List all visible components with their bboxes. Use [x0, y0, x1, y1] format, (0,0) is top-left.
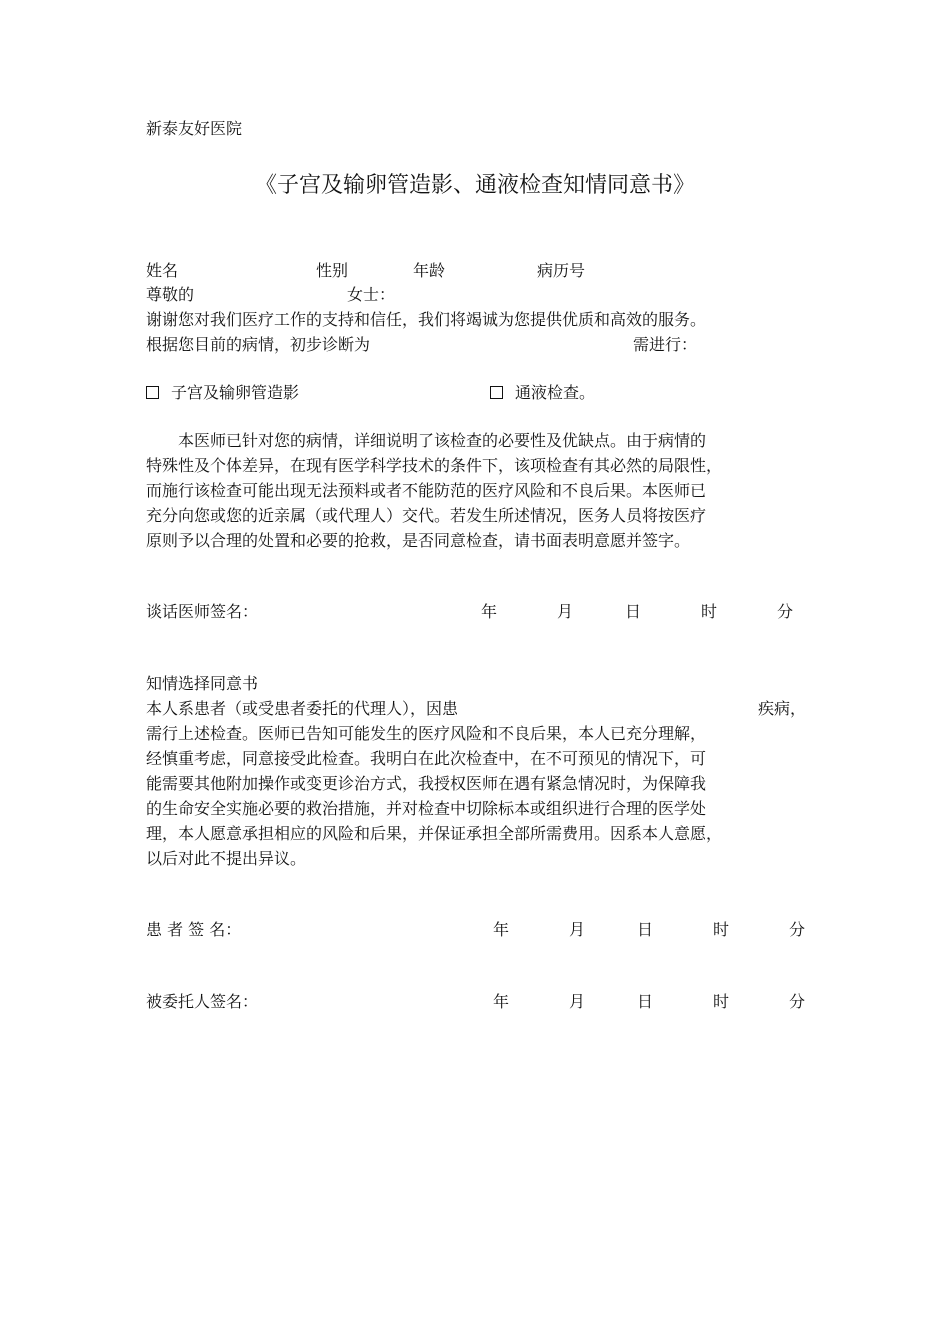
consent-line: 本人系患者（或受患者委托的代理人），因患 — [146, 699, 459, 718]
option-hsg-label: 子宫及输卵管造影 — [171, 383, 300, 402]
salutation-prefix: 尊敬的 — [146, 285, 195, 304]
option-hydrotubation[interactable] — [490, 381, 595, 405]
age-label: 年龄 — [413, 261, 446, 280]
name-label: 姓名 — [146, 261, 179, 280]
proxy-year-label: 年 — [493, 992, 510, 1011]
consent-line: 理，本人愿意承担相应的风险和后果，并保证承担全部所需费用。因系本人意愿， — [146, 824, 723, 843]
need-label: 需进行： — [633, 335, 698, 354]
salutation-suffix: 女士： — [347, 285, 396, 304]
explanation-line: 而施行该检查可能出现无法预料或者不能防范的医疗风险和不良后果。本医师已 — [146, 481, 707, 500]
doctor-year-label: 年 — [481, 602, 498, 621]
patient-signature-label: 患 者 签 名： — [146, 920, 242, 939]
record-number-label: 病历号 — [537, 261, 586, 280]
patient-month-label: 月 — [569, 920, 586, 939]
proxy-day-label: 日 — [637, 992, 654, 1011]
proxy-minute-label: 分 — [789, 992, 806, 1011]
patient-hour-label: 时 — [713, 920, 730, 939]
proxy-signature-label: 被委托人签名： — [146, 992, 259, 1011]
consent-line: 需行上述检查。医师已告知可能发生的医疗风险和不良后果，本人已充分理解， — [146, 724, 707, 743]
doctor-month-label: 月 — [557, 602, 574, 621]
doctor-day-label: 日 — [625, 602, 642, 621]
consent-line: 以后对此不提出异议。 — [146, 849, 307, 868]
explanation-line: 原则予以合理的处置和必要的抢救，是否同意检查，请书面表明意愿并签字。 — [146, 531, 691, 550]
explanation-line: 本医师已针对您的病情，详细说明了该检查的必要性及优缺点。由于病情的 — [178, 431, 707, 450]
doctor-signature-label: 谈话医师签名： — [146, 602, 259, 621]
hospital-name: 新泰友好医院 — [146, 119, 243, 138]
proxy-hour-label: 时 — [713, 992, 730, 1011]
consent-heading: 知情选择同意书 — [146, 674, 259, 693]
explanation-line: 特殊性及个体差异，在现有医学科学技术的条件下，该项检查有其必然的局限性， — [146, 456, 723, 475]
consent-line: 的生命安全实施必要的救治措施，并对检查中切除标本或组织进行合理的医学处 — [146, 799, 707, 818]
diagnosis-label: 根据您目前的病情，初步诊断为 — [146, 335, 371, 354]
doctor-hour-label: 时 — [701, 602, 718, 621]
patient-year-label: 年 — [493, 920, 510, 939]
option-hsg[interactable] — [146, 381, 299, 405]
document-title: 《子宫及输卵管造影、通液检查知情同意书》 — [254, 173, 695, 198]
consent-line: 能需要其他附加操作或变更诊治方式，我授权医师在遇有紧急情况时，为保障我 — [146, 774, 707, 793]
option-hydrotubation-label: 通液检查。 — [515, 383, 596, 402]
checkbox-hsg[interactable] — [146, 386, 159, 399]
consent-line: 经慎重考虑，同意接受此检查。我明白在此次检查中，在不可预见的情况下，可 — [146, 749, 707, 768]
proxy-month-label: 月 — [569, 992, 586, 1011]
thanks-text: 谢谢您对我们医疗工作的支持和信任，我们将竭诚为您提供优质和高效的服务。 — [146, 310, 707, 329]
checkbox-hydrotubation[interactable] — [490, 386, 503, 399]
doctor-minute-label: 分 — [777, 602, 794, 621]
explanation-line: 充分向您或您的近亲属（或代理人）交代。若发生所述情况，医务人员将按医疗 — [146, 506, 707, 525]
consent-line-suffix: 疾病， — [758, 699, 807, 718]
patient-minute-label: 分 — [789, 920, 806, 939]
patient-day-label: 日 — [637, 920, 654, 939]
gender-label: 性别 — [316, 261, 349, 280]
